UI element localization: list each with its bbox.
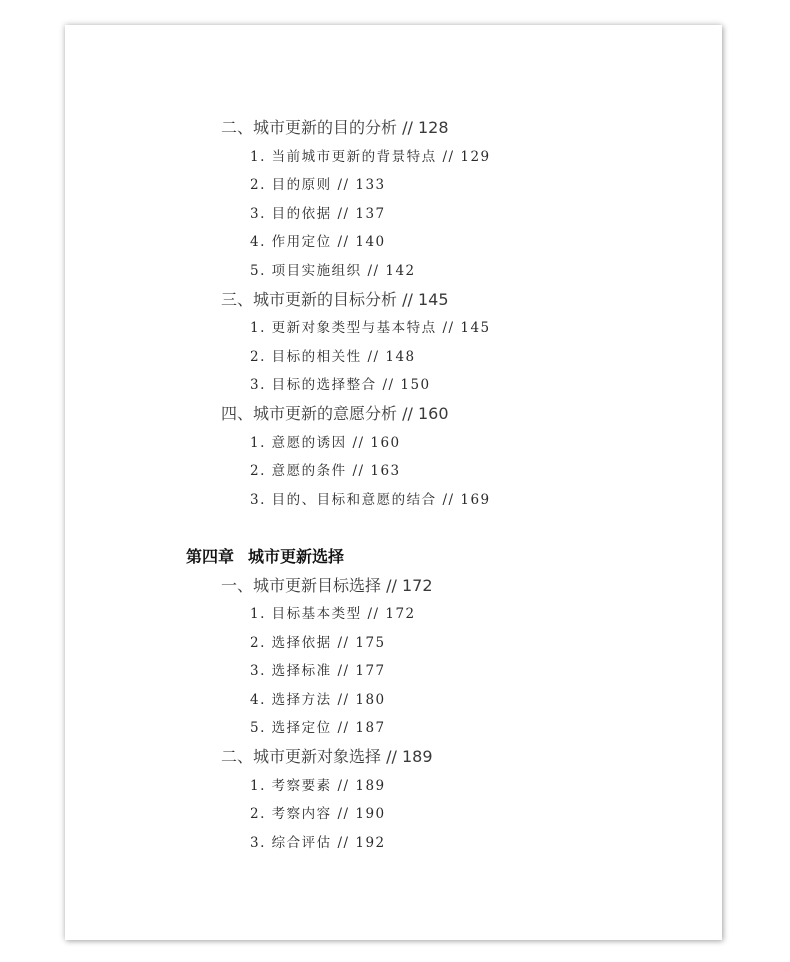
toc-subsection-entry: 3. 选择标准 // 177 xyxy=(250,663,386,680)
toc-subsection-entry: 1. 更新对象类型与基本特点 // 145 xyxy=(250,320,491,337)
toc-subsection-entry: 5. 选择定位 // 187 xyxy=(250,720,386,737)
toc-subsection-entry: 4. 作用定位 // 140 xyxy=(250,234,386,251)
toc-subsection-entry: 2. 目标的相关性 // 148 xyxy=(250,348,416,365)
toc-subsection-entry: 2. 意愿的条件 // 163 xyxy=(250,463,401,480)
toc-section-entry: 二、城市更新对象选择 // 189 xyxy=(221,747,433,767)
toc-subsection-entry: 2. 选择依据 // 175 xyxy=(250,634,386,651)
toc-subsection-entry: 1. 目标基本类型 // 172 xyxy=(250,606,416,623)
toc-section-entry: 三、城市更新的目标分析 // 145 xyxy=(221,289,449,309)
table-of-contents xyxy=(65,114,722,857)
toc-subsection-entry: 1. 考察要素 // 189 xyxy=(250,777,386,794)
toc-subsection-entry: 5. 项目实施组织 // 142 xyxy=(250,262,416,279)
toc-subsection-entry: 1. 意愿的诱因 // 160 xyxy=(250,434,401,451)
toc-section-entry: 四、城市更新的意愿分析 // 160 xyxy=(221,403,449,423)
toc-subsection-entry: 3. 目标的选择整合 // 150 xyxy=(250,377,431,394)
toc-subsection-entry: 3. 目的依据 // 137 xyxy=(250,205,386,222)
spacer xyxy=(65,514,722,543)
toc-section-entry: 一、城市更新目标选择 // 172 xyxy=(221,575,433,595)
toc-subsection-entry: 3. 目的、目标和意愿的结合 // 169 xyxy=(250,491,491,508)
chapter-number: 第四章 xyxy=(186,546,235,566)
book-page xyxy=(65,25,722,940)
toc-chapter-3-part xyxy=(65,114,722,514)
chapter-heading xyxy=(65,543,722,572)
toc-section-entry: 二、城市更新的目的分析 // 128 xyxy=(221,118,449,137)
chapter-title: 城市更新选择 xyxy=(248,546,345,566)
toc-subsection-entry: 3. 综合评估 // 192 xyxy=(250,834,386,851)
toc-chapter-4 xyxy=(65,572,722,858)
toc-subsection-entry: 2. 考察内容 // 190 xyxy=(250,806,386,823)
toc-subsection-entry: 2. 目的原则 // 133 xyxy=(250,177,386,194)
toc-subsection-entry: 4. 选择方法 // 180 xyxy=(250,691,386,708)
toc-subsection-entry: 1. 当前城市更新的背景特点 // 129 xyxy=(250,148,491,165)
